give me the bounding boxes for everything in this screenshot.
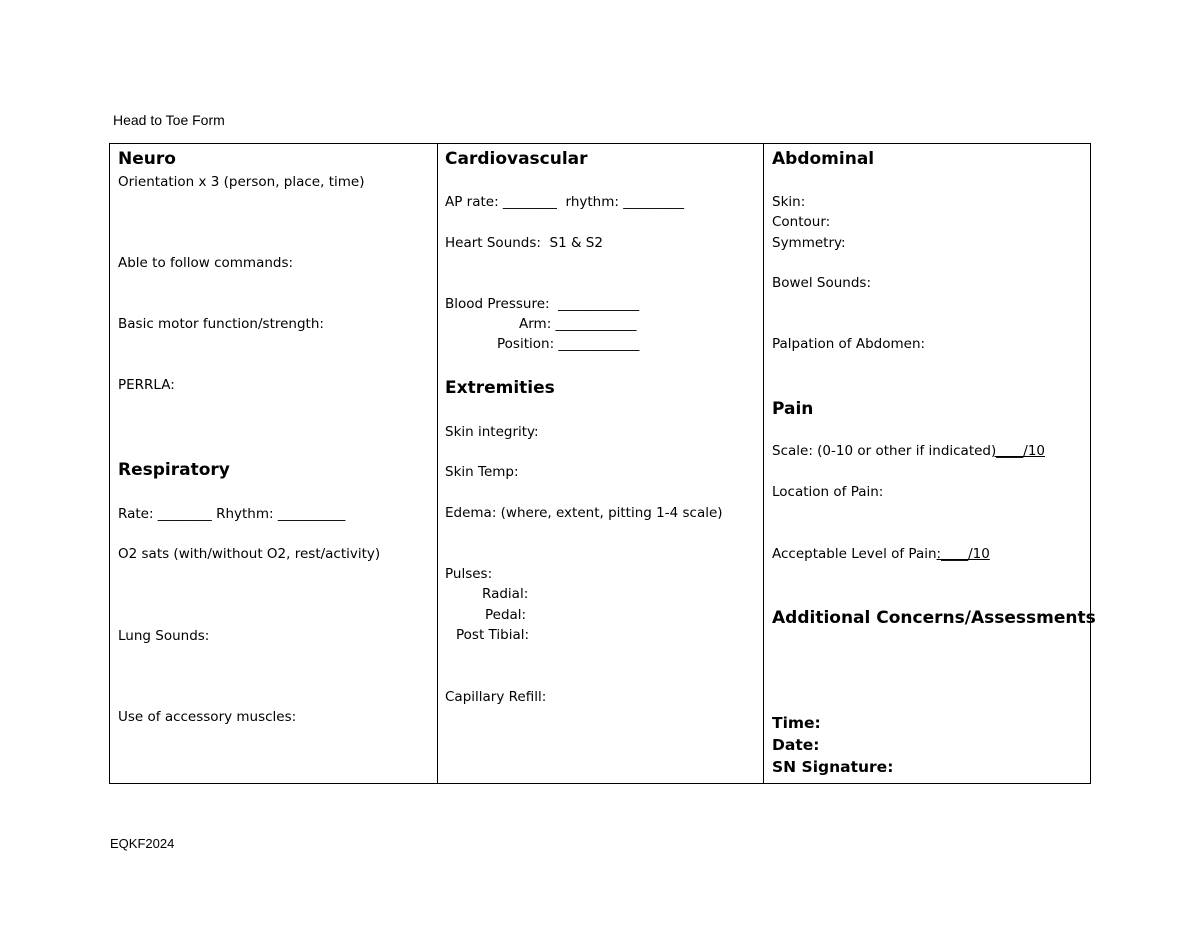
cardiovascular-heading: Cardiovascular xyxy=(445,149,588,169)
bowel-sounds-field: Bowel Sounds: xyxy=(772,275,872,291)
additional-heading: Additional Concerns/Assessments xyxy=(772,608,1096,628)
head-to-toe-form-table xyxy=(109,143,1096,784)
commands-field: Able to follow commands: xyxy=(118,255,294,271)
acceptable-pain-label: Acceptable Level of Pain xyxy=(772,546,937,562)
pain-location-field: Location of Pain: xyxy=(772,484,884,500)
motor-function-field: Basic motor function/strength: xyxy=(118,316,324,332)
radial-pulse-field: Radial: xyxy=(482,586,529,602)
edema-field: Edema: (where, extent, pitting 1-4 scale) xyxy=(445,505,723,521)
pain-scale-label: Scale: (0-10 or other if indicated xyxy=(772,443,991,459)
palpation-field: Palpation of Abdomen: xyxy=(772,336,926,352)
o2-sats-field: O2 sats (with/without O2, rest/activity) xyxy=(118,546,381,562)
document-title: Head to Toe Form xyxy=(113,112,225,128)
acceptable-pain-field xyxy=(772,546,990,562)
skin-integrity-field: Skin integrity: xyxy=(445,424,539,440)
pain-scale-field xyxy=(772,443,1045,459)
extremities-heading: Extremities xyxy=(445,378,555,398)
date-field: Date: xyxy=(772,736,820,754)
abdominal-heading: Abdominal xyxy=(772,149,875,169)
column-divider xyxy=(763,144,764,783)
respiratory-heading: Respiratory xyxy=(118,460,230,480)
signature-field: SN Signature: xyxy=(772,758,894,776)
pulses-field: Pulses: xyxy=(445,566,493,582)
blood-pressure-field: Blood Pressure: ____________ xyxy=(445,296,640,312)
acceptable-pain-blank: :____/10 xyxy=(936,546,990,562)
abd-symmetry-field: Symmetry: xyxy=(772,235,846,251)
time-field: Time: xyxy=(772,714,821,732)
lung-sounds-field: Lung Sounds: xyxy=(118,628,210,644)
skin-temp-field: Skin Temp: xyxy=(445,464,519,480)
orientation-field: Orientation x 3 (person, place, time) xyxy=(118,174,365,190)
pedal-pulse-field: Pedal: xyxy=(485,607,527,623)
bp-arm-field: Arm: ____________ xyxy=(519,316,637,332)
perrla-field: PERRLA: xyxy=(118,377,175,393)
abd-skin-field: Skin: xyxy=(772,194,806,210)
column-divider xyxy=(437,144,438,783)
ap-rate-rhythm-field: AP rate: ________ rhythm: _________ xyxy=(445,194,684,210)
resp-rate-rhythm-field: Rate: ________ Rhythm: __________ xyxy=(118,506,346,522)
post-tibial-pulse-field: Post Tibial: xyxy=(456,627,530,643)
heart-sounds-field: Heart Sounds: S1 & S2 xyxy=(445,235,603,251)
bp-position-field: Position: ____________ xyxy=(497,336,640,352)
accessory-muscles-field: Use of accessory muscles: xyxy=(118,709,297,725)
pain-heading: Pain xyxy=(772,399,814,419)
abd-contour-field: Contour: xyxy=(772,214,831,230)
neuro-heading: Neuro xyxy=(118,149,176,169)
pain-scale-blank: )____/10 xyxy=(991,443,1045,459)
capillary-refill-field: Capillary Refill: xyxy=(445,689,547,705)
document-footer: EQKF2024 xyxy=(110,836,175,851)
